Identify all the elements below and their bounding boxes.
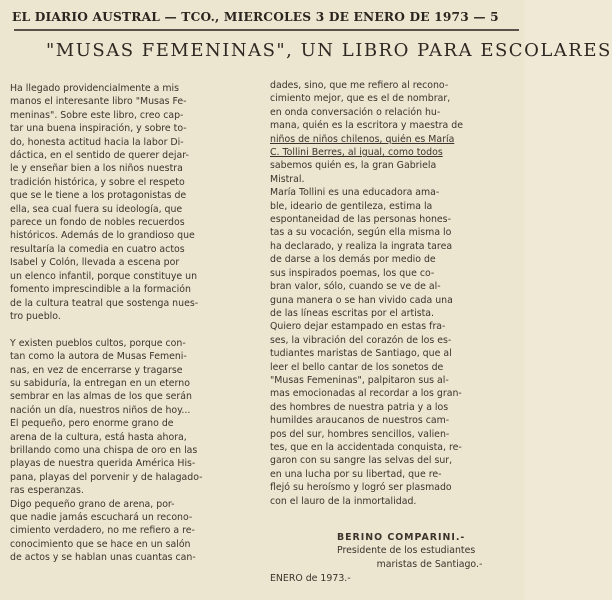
text-line: cimiento mejor, que es el de nombrar, — [270, 93, 451, 105]
text-line: de las líneas escritas por el artista. — [270, 307, 435, 319]
text-line: bran valor, sólo, cuando se ve de al- — [270, 281, 441, 293]
text-line: ras esperanzas. — [10, 485, 84, 497]
text-line: "Musas Femeninas", palpitaron sus al- — [270, 374, 449, 386]
text-line: mas emocionadas al recordar a los gran- — [270, 388, 462, 400]
text-line: tan como la autora de Musas Femeni- — [10, 351, 187, 363]
text-line: Mistral. — [270, 173, 305, 185]
text-line: guna manera o se han vivido cada una — [270, 294, 453, 306]
text-line: su sabiduría, la entregan en un eterno — [10, 377, 190, 389]
text-line: le y enseñar bien a los niños nuestra — [10, 163, 183, 175]
text-line: María Tollini es una educadora ama- — [270, 187, 440, 199]
text-line: do, honesta actitud hacia la labor Di- — [10, 136, 184, 148]
article-title: "MUSAS FEMENINAS", UN LIBRO PARA ESCOLARES — [46, 40, 612, 61]
text-line: de la cultura teatral que sostenga nues- — [10, 297, 199, 309]
text-line: pos del sur, hombres sencillos, valien- — [270, 428, 450, 440]
text-line: de actos y se hablan unas cuantas can- — [10, 552, 196, 564]
text-line: dáctica, en el sentido de querer dejar- — [10, 150, 189, 162]
text-line: dades, sino, que me refiero al recono- — [270, 80, 449, 91]
text-line: cimiento verdadero, no me refiero a re- — [10, 525, 195, 537]
text-line: ha declarado, y realiza la ingrata tarea — [270, 240, 453, 252]
text-line — [10, 323, 262, 336]
text-line: que se le tiene a los protagonistas de — [10, 190, 187, 202]
text-line: arena de la cultura, está hasta ahora, — [10, 431, 187, 443]
text-line: manos el interesante libro "Musas Fe- — [10, 96, 187, 108]
text-line: parece un fondo de nobles recuerdos — [10, 217, 185, 229]
text-line: leer el bello cantar de los sonetos de — [270, 361, 444, 373]
text-line: ble, ideario de gentileza, estima la — [270, 200, 433, 212]
text-line: de darse a los demás por medio de — [270, 254, 436, 266]
text-line: brillando como una chispa de oro en las — [10, 444, 198, 456]
text-line: un elenco infantil, porque constituye un — [10, 270, 198, 282]
text-line: ella, sea cual fuera su ideología, que — [10, 203, 183, 215]
text-line: tudiantes maristas de Santiago, que al — [270, 348, 452, 360]
article-column-left — [10, 82, 262, 565]
text-line: en una lucha por su libertad, que re- — [270, 468, 442, 480]
text-line: tes, que en la accidentada conquista, re- — [270, 441, 462, 453]
text-line: conocimiento que se hace en un salón — [10, 538, 191, 550]
text-line: tradición histórica, y sobre el respeto — [10, 176, 185, 188]
text-line: El pequeño, pero enorme grano de — [10, 418, 174, 430]
masthead: EL DIARIO AUSTRAL — TCO., MIERCOLES 3 DE ENERO DE 1973 — 5 — [12, 10, 499, 24]
author-role-line2: maristas de Santiago.- — [376, 558, 483, 570]
dateline: ENERO de 1973.- — [270, 573, 351, 584]
text-line: C. Tollini Berres, al igual, como todos — [270, 147, 443, 159]
text-line: espontaneidad de las personas hones- — [270, 214, 451, 226]
text-line: nación un día, nuestros niños de hoy... — [10, 404, 191, 416]
text-line: que nadie jamás escuchará un recono- — [10, 512, 193, 523]
text-line: Isabel y Colón, llevada a escena por — [10, 257, 180, 269]
text-line: fomento imprescindible a la formación — [10, 284, 191, 296]
masthead-rule — [14, 29, 519, 31]
text-line: Y existen pueblos cultos, porque con- — [10, 337, 186, 349]
text-line: tas a su vocación, según ella misma lo — [270, 227, 452, 239]
text-line: playas de nuestra querida América His- — [10, 458, 196, 470]
text-line: mana, quién es la escritora y maestra de — [270, 120, 463, 132]
text-line: ses, la vibración del corazón de los es- — [270, 334, 452, 346]
text-line: sus inspirados poemas, los que co- — [270, 267, 435, 279]
text-line: des hombres de nuestra patria y a los — [270, 401, 449, 413]
text-line: sabemos quién es, la gran Gabriela — [270, 160, 437, 172]
text-line: humildes araucanos de nuestros cam- — [270, 415, 450, 427]
text-line: Quiero dejar estampado en estas fra- — [270, 321, 446, 333]
text-line: meninas". Sobre este libro, creo cap- — [10, 109, 184, 121]
text-line: con el lauro de la inmortalidad. — [270, 495, 417, 507]
text-line: sembrar en las almas de los que serán — [10, 391, 192, 403]
text-line: históricos. Además de lo grandioso que — [10, 230, 195, 242]
text-line: nas, en vez de encerrarse y tragarse — [10, 364, 183, 376]
signature-block — [337, 531, 522, 571]
text-line: Ha llegado providencialmente a mis — [10, 83, 179, 94]
text-line: tro pueblo. — [10, 310, 61, 322]
author-role-line1: Presidente de los estudiantes — [337, 545, 476, 557]
text-line: tar una buena inspiración, y sobre to- — [10, 123, 187, 135]
text-line: flejó su heroísmo y logró ser plasmado — [270, 482, 452, 494]
text-line: garon con su sangre las selvas del sur, — [270, 455, 453, 467]
text-line: resultaría la comedia en cuatro actos — [10, 243, 185, 255]
text-line: en onda conversación o relación hu- — [270, 106, 441, 118]
text-line: niños de niños chilenos, quién es María — [270, 133, 455, 145]
author-name: BERINO COMPARINI.- — [337, 532, 466, 543]
text-line: pana, playas del porvenir y de halagado- — [10, 471, 203, 483]
text-line: Digo pequeño grano de arena, por- — [10, 498, 175, 510]
article-column-right — [270, 79, 520, 508]
